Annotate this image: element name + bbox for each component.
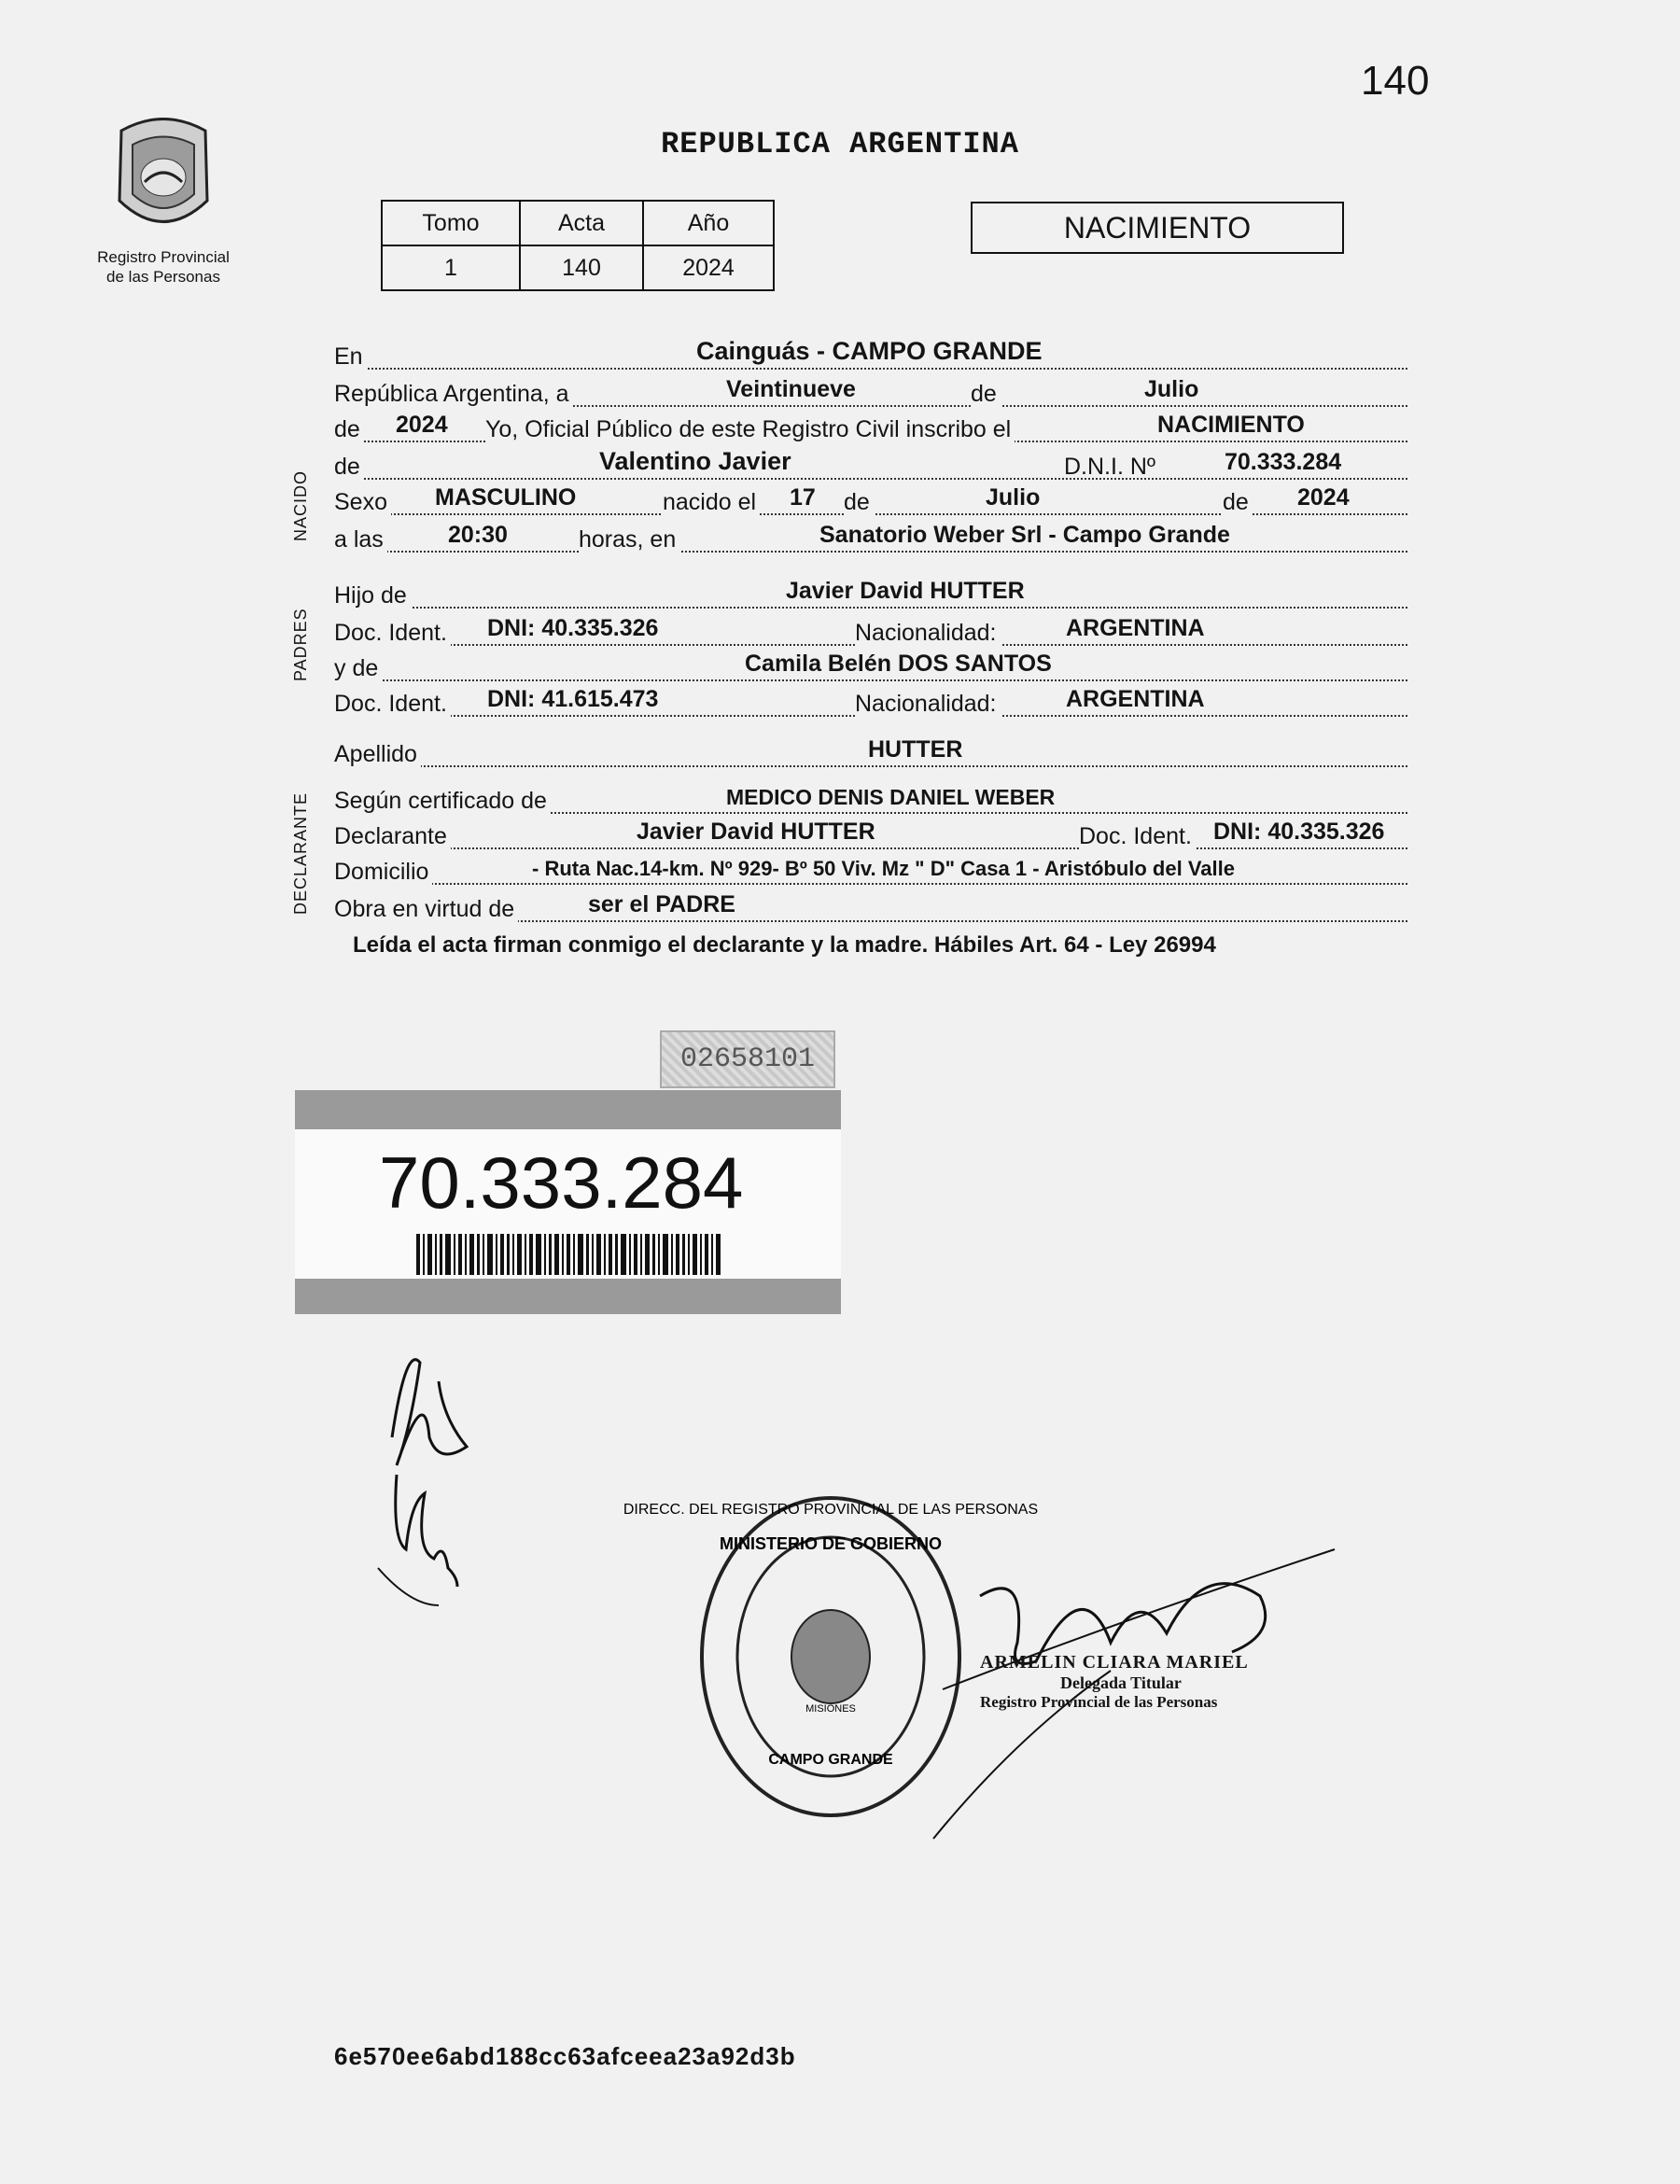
declarante-doc-label: Doc. Ident.	[1079, 823, 1196, 850]
form-line-padre-doc	[334, 610, 1407, 646]
domicilio-label: Domicilio	[334, 859, 432, 886]
obra-label: Obra en virtud de	[334, 896, 518, 923]
republica-label: República Argentina, a	[334, 381, 573, 408]
form-line-certificado	[334, 778, 1407, 814]
hijo-label: Hijo de	[334, 582, 411, 609]
tomo-value: 1	[382, 245, 520, 290]
sticker-dni-number: 70.333.284	[379, 1141, 744, 1224]
dni-sticker	[295, 1090, 841, 1314]
madre-nac: ARGENTINA	[1066, 686, 1205, 712]
declarante-value: Javier David HUTTER	[637, 819, 875, 845]
en-label: En	[334, 343, 367, 371]
officer-name: ARMELIN CLIARA MARIEL	[980, 1652, 1249, 1673]
form-line-padre	[334, 573, 1407, 609]
alas-label: a las	[334, 526, 387, 553]
form-line-en	[334, 334, 1407, 370]
madre-value: Camila Belén DOS SANTOS	[745, 651, 1052, 677]
mes-value: Julio	[1144, 376, 1199, 402]
padre-nac-label: Nacionalidad:	[855, 620, 1001, 647]
nacido-label: nacido el	[663, 489, 760, 516]
anio-value: 2024	[643, 245, 774, 290]
de3-label: de	[334, 454, 364, 481]
stamp-bottom-text: CAMPO GRANDE	[768, 1752, 893, 1768]
official-text: Yo, Oficial Público de este Registro Civil inscribo el	[485, 416, 1015, 443]
anio-header: Año	[643, 201, 774, 245]
acta-header: Acta	[520, 201, 643, 245]
certificado-value: MEDICO DENIS DANIEL WEBER	[726, 785, 1056, 809]
form-line-hora	[334, 517, 1407, 553]
side-label-nacido: NACIDO	[291, 469, 310, 541]
logo-caption-line2: de las Personas	[106, 268, 220, 286]
document-hash: 6e570ee6abd188cc63afceea23a92d3b	[334, 2042, 796, 2070]
officer-role: Delegada Titular	[1060, 1673, 1182, 1692]
form-line-domicilio	[334, 849, 1407, 885]
declarante-doc: DNI: 40.335.326	[1213, 819, 1385, 845]
nacido-anio: 2024	[1297, 484, 1350, 511]
barcode-icon	[416, 1234, 724, 1275]
side-label-declarante: DECLARANTE	[291, 791, 310, 915]
domicilio-value: - Ruta Nac.14-km. Nº 929- Bº 50 Viv. Mz " D" Casa 1 - Aristóbulo del Valle	[532, 857, 1235, 880]
en-value: Cainguás - CAMPO GRANDE	[696, 337, 1043, 365]
stamp-outer-text: DIRECC. DEL REGISTRO PROVINCIAL DE LAS PERSONAS	[623, 1502, 1039, 1518]
nacido-dia: 17	[790, 484, 816, 511]
madre-doc-label: Doc. Ident.	[334, 691, 451, 718]
yde-label: y de	[334, 655, 382, 682]
form-line-declarante	[334, 814, 1407, 849]
stamp-center-text: MISIONES	[805, 1703, 856, 1715]
sexo-label: Sexo	[334, 489, 391, 516]
serial-number: 02658101	[660, 1030, 835, 1088]
madre-doc: DNI: 41.615.473	[487, 686, 659, 712]
form-line-fecha	[334, 371, 1407, 407]
padre-value: Javier David HUTTER	[786, 578, 1025, 604]
closing-text: Leída el acta firman conmigo el declarante y la madre. Hábiles Art. 64 - Ley 26994	[353, 932, 1216, 958]
form-line-madre	[334, 646, 1407, 681]
officer-block	[980, 1652, 1316, 1712]
apellido-label: Apellido	[334, 741, 421, 768]
inscribe-value: NACIMIENTO	[1157, 412, 1305, 438]
anio-value-form: 2024	[396, 412, 448, 438]
form-line-madre-doc	[334, 681, 1407, 717]
form-line-obra	[334, 887, 1407, 922]
country-title: REPUBLICA ARGENTINA	[661, 127, 1019, 161]
dni-label: D.N.I. Nº	[1064, 454, 1156, 480]
document-type-box: NACIMIENTO	[971, 202, 1344, 254]
padre-doc-label: Doc. Ident.	[334, 620, 451, 647]
de-label: de	[971, 381, 1001, 408]
form-line-nombre	[334, 444, 1407, 480]
madre-nac-label: Nacionalidad:	[855, 691, 1001, 718]
declarant-signature	[355, 1325, 485, 1633]
horas-label: horas, en	[579, 526, 679, 553]
officer-office: Registro Provincial de las Personas	[980, 1693, 1218, 1711]
acta-value: 140	[520, 245, 643, 290]
logo-caption-line1: Registro Provincial	[97, 248, 230, 266]
apellido-value: HUTTER	[868, 736, 963, 763]
certificado-label: Según certificado de	[334, 788, 551, 815]
padre-nac: ARGENTINA	[1066, 615, 1205, 641]
form-line-apellido	[334, 732, 1407, 767]
lugar-value: Sanatorio Weber Srl - Campo Grande	[819, 522, 1230, 548]
form-line-sexo	[334, 480, 1407, 515]
declarante-label: Declarante	[334, 823, 451, 850]
dni-value: 70.333.284	[1225, 449, 1342, 475]
nombre-value: Valentino Javier	[599, 447, 791, 475]
form-line-inscribe	[334, 407, 1407, 442]
record-table	[381, 200, 775, 291]
de5-label: de	[1223, 489, 1253, 516]
obra-value: ser el PADRE	[588, 891, 735, 917]
hora-value: 20:30	[448, 522, 508, 548]
page-number: 140	[1361, 58, 1430, 104]
stamp-inner-text: MINISTERIO DE GOBIERNO	[719, 1534, 943, 1553]
de4-label: de	[844, 489, 874, 516]
dia-value: Veintinueve	[726, 376, 856, 402]
nacido-mes: Julio	[986, 484, 1041, 511]
sexo-value: MASCULINO	[435, 484, 577, 511]
padre-doc: DNI: 40.335.326	[487, 615, 659, 641]
tomo-header: Tomo	[382, 201, 520, 245]
side-label-padres: PADRES	[291, 608, 310, 681]
de2-label: de	[334, 416, 364, 443]
